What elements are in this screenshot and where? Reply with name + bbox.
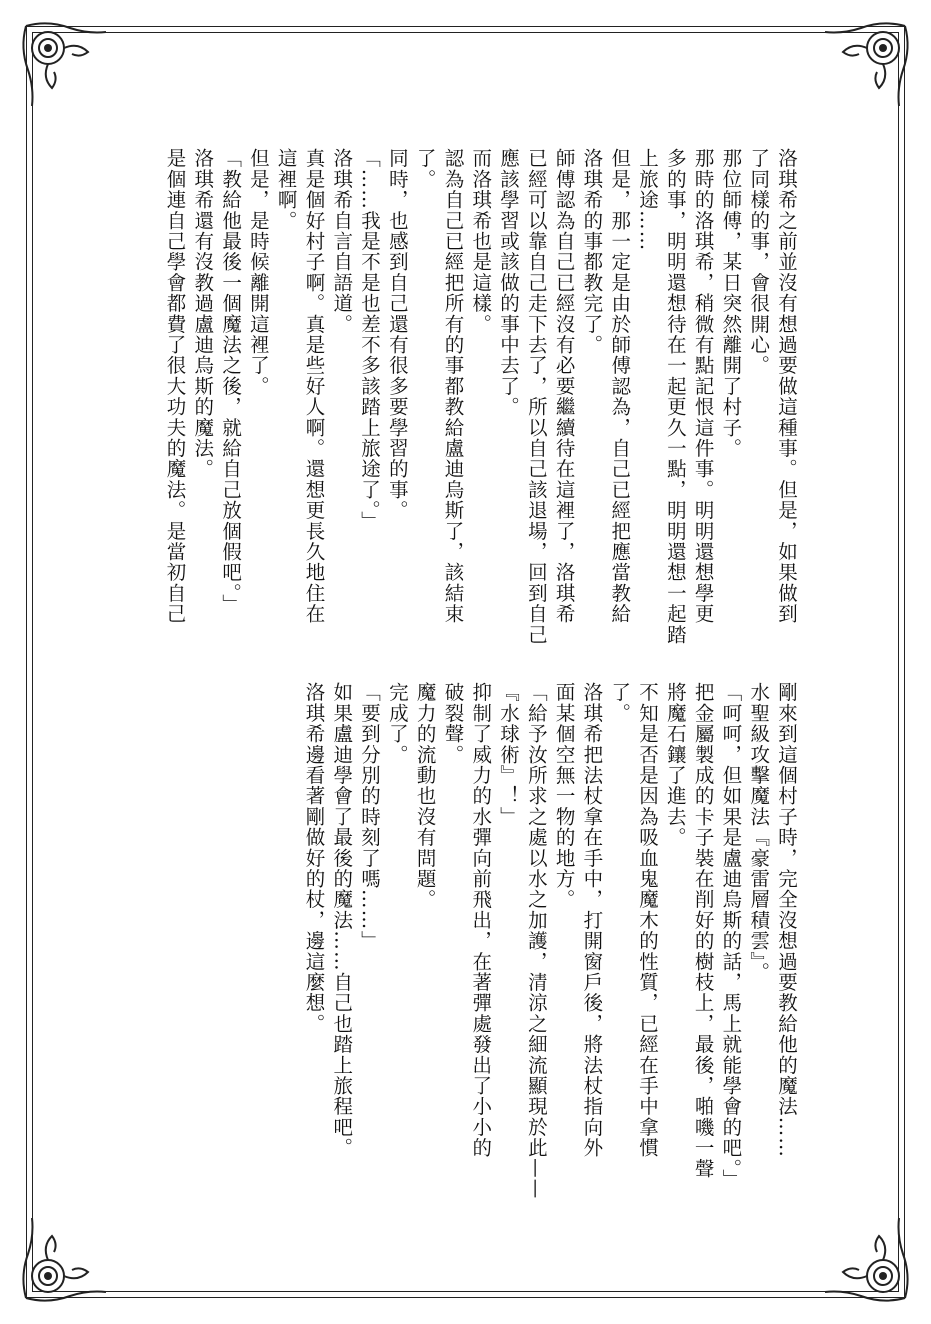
text-line: 已經可以靠自己走下去了，所以自己該退場，回到自己 xyxy=(524,148,548,645)
text-line: 是個連自己學會都費了很大功夫的魔法。是當初自己 xyxy=(163,148,187,625)
text-line: 面某個空無一物的地方。 xyxy=(552,682,576,910)
text-line: 同時，也感到自己還有很多要學習的事。 xyxy=(385,148,409,521)
text-line: 這裡啊。 xyxy=(274,148,298,231)
text-line: 那位師傅，某日突然離開了村子。 xyxy=(719,148,743,459)
text-line: 「要到分別的時刻了嗎……」 xyxy=(358,682,382,952)
text-line: 水聖級攻擊魔法『豪雷層積雲』。 xyxy=(747,682,771,983)
text-line: 洛琪希邊看著剛做好的杖，邊這麼想。 xyxy=(302,682,326,1034)
text-line: 但是，是時候離開這裡了。 xyxy=(246,148,270,397)
text-line: 『水球術』！」 xyxy=(497,682,521,827)
corner-ornament-top-left-icon xyxy=(18,18,110,110)
text-line: 而洛琪希也是這樣。 xyxy=(469,148,493,335)
text-line: 如果盧迪學會了最後的魔法……自己也踏上旅程吧。 xyxy=(330,682,354,1159)
text-line: 了。 xyxy=(413,148,437,190)
text-line: 抑制了威力的水彈向前飛出，在著彈處發出了小小的 xyxy=(469,682,493,1159)
text-line: 洛琪希還有沒教過盧迪烏斯的魔法。 xyxy=(191,148,215,480)
corner-ornament-top-right-icon xyxy=(821,18,913,110)
text-line: 多的事，明明還想待在一起更久一點，明明還想一起踏 xyxy=(663,148,687,645)
text-line: 完成了。 xyxy=(385,682,409,765)
text-line: 但是，那一定是由於師傅認為，自己已經把應當教給 xyxy=(608,148,632,625)
text-line: 不知是否是因為吸血鬼魔木的性質，已經在手中拿慣 xyxy=(636,682,660,1159)
text-line: 那時的洛琪希，稍微有點記恨這件事。明明還想學更 xyxy=(691,148,715,625)
text-line: 剛來到這個村子時，完全沒想過要教給他的魔法…… xyxy=(775,682,798,1159)
text-line: 把金屬製成的卡子裝在削好的樹枝上，最後，啪嘰一聲 xyxy=(691,682,715,1179)
text-line: 了同樣的事，會很開心。 xyxy=(747,148,771,376)
text-line: 洛琪希之前並沒有想過要做這種事。但是，如果做到 xyxy=(775,148,798,625)
text-line: 「呵呵，但如果是盧迪烏斯的話，馬上就能學會的吧。」 xyxy=(719,682,743,1190)
text-line: 洛琪希的事都教完了。 xyxy=(580,148,604,355)
corner-ornament-bottom-right-icon xyxy=(821,1214,913,1306)
text-line: 上旅途…… xyxy=(636,148,660,252)
text-line: 認為自己已經把所有的事都教給盧迪烏斯了，該結束 xyxy=(441,148,465,625)
upper-text-block xyxy=(120,148,800,648)
text-line: 師傅認為自己已經沒有必要繼續待在這裡了，洛琪希 xyxy=(552,148,576,625)
text-line: 破裂聲。 xyxy=(441,682,465,765)
text-line: 應該學習或該做的事中去了。 xyxy=(497,148,521,418)
text-line: 洛琪希自言自語道。 xyxy=(330,148,354,335)
text-line: 洛琪希把法杖拿在手中，打開窗戶後，將法杖指向外 xyxy=(580,682,604,1159)
text-line: 「……我是不是也差不多該踏上旅途了。」 xyxy=(358,148,382,532)
text-line: 「教給他最後一個魔法之後，就給自己放個假吧。」 xyxy=(219,148,243,615)
corner-ornament-bottom-left-icon xyxy=(18,1214,110,1306)
text-line: 了。 xyxy=(608,682,632,724)
lower-text-block xyxy=(275,682,800,1200)
text-line: 魔力的流動也沒有問題。 xyxy=(413,682,437,910)
text-line: 真是個好村子啊。真是些好人啊。還想更長久地住在 xyxy=(302,148,326,625)
text-line: 將魔石鑲了進去。 xyxy=(663,682,687,848)
text-line: 「給予汝所求之處以水之加護，清涼之細流顯現於此—— xyxy=(524,682,548,1200)
